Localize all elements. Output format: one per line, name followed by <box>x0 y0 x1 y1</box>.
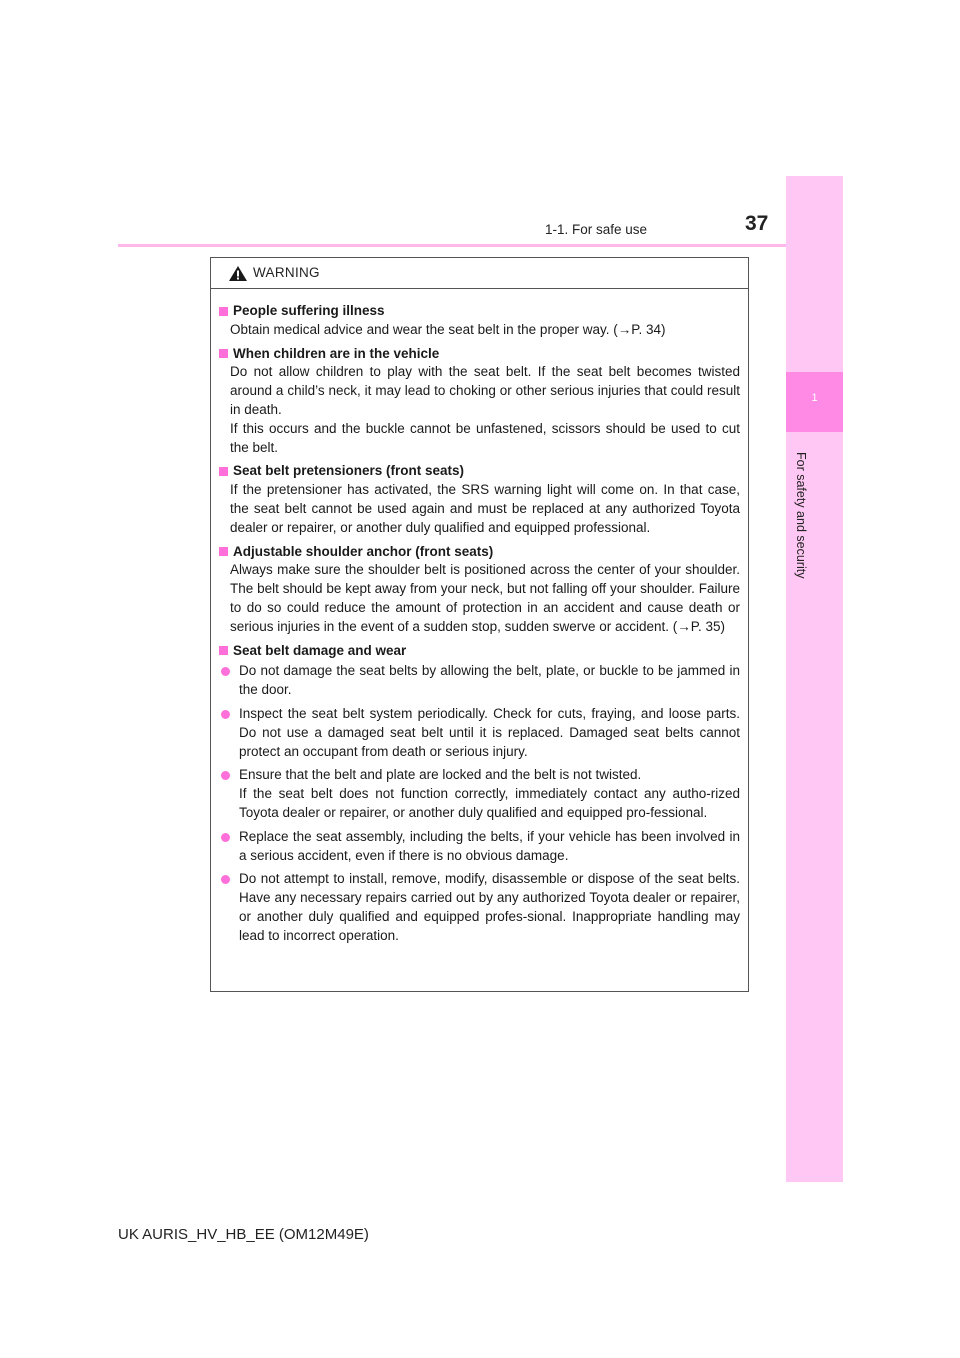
page-number: 37 <box>745 212 769 235</box>
chapter-number: 1 <box>811 392 818 404</box>
item-title: Seat belt pretensioners (front seats) <box>233 463 465 479</box>
warning-content <box>211 289 748 946</box>
section-marker-icon <box>219 467 228 476</box>
warning-item <box>219 543 740 637</box>
item-body: If this occurs and the buckle cannot be unfastened, scissors should be used to cut the belt. <box>230 420 740 455</box>
warning-box <box>210 257 749 992</box>
bullet-text: Do not damage the seat belts by allowing the belt, plate, or buckle to be jammed in the door. <box>239 663 740 698</box>
warning-item <box>219 345 740 458</box>
chapter-label: For safety and security <box>794 452 808 579</box>
bullet-text: Do not attempt to install, remove, modify, disassemble or dispose of the seat belts. Have any necessary repairs carried out by any authorized Toyota dealer or repairer, or another duly qualified and equipped profes-sional. Inappropriate handling may lead to incorrect operation. <box>239 871 740 943</box>
warning-triangle-icon <box>228 265 248 282</box>
warning-header <box>211 258 748 289</box>
item-body: If the pretensioner has activated, the SRS warning light will come on. In that case, the seat belt cannot be used again and must be replaced at any authorized Toyota dealer or repairer, or another duly qualified and equipped professional. <box>230 482 740 535</box>
list-item <box>221 870 740 945</box>
side-tab <box>786 176 843 1182</box>
warning-label: WARNING <box>253 265 320 280</box>
bullet-icon <box>221 710 230 719</box>
item-title: Seat belt damage and wear <box>233 642 407 658</box>
item-title: Adjustable shoulder anchor (front seats) <box>233 543 494 559</box>
bullet-text: Ensure that the belt and plate are locked and the belt is not twisted. <box>239 767 642 783</box>
bullet-text: Replace the seat assembly, including the belts, if your vehicle has been involved in a serious accident, even if there is no obvious damage. <box>239 828 740 863</box>
item-body: Do not allow children to play with the seat belt. If the seat belt becomes twisted around a child’s neck, it may lead to choking or other serious injuries that could result in death. <box>230 364 740 417</box>
bullet-icon <box>221 771 230 780</box>
footer-model-code: UK AURIS_HV_HB_EE (OM12M49E) <box>118 1226 369 1243</box>
section-marker-icon <box>219 646 228 655</box>
bullet-text: Inspect the seat belt system periodically. Check for cuts, fraying, and loose parts. Do not use a damaged seat belt until it is replaced. Damaged seat belts cannot protect an occupant from death or serious injury. <box>239 705 740 759</box>
section-marker-icon <box>219 547 228 556</box>
item-body: Obtain medical advice and wear the seat belt in the proper way. (→P. 34) <box>230 321 666 337</box>
list-item <box>221 828 740 866</box>
list-item <box>221 705 740 761</box>
bullet-icon <box>221 667 230 676</box>
list-item <box>221 766 740 822</box>
chapter-tab <box>786 372 843 432</box>
warning-item <box>219 462 740 537</box>
item-body: Always make sure the shoulder belt is positioned across the center of your shoulder. The belt should be kept away from your neck, but not falling off your shoulder. Failure to do so could reduce the amount of protection in an accident and cause death or serious injuries in the event of a sudden stop, sudden swerve or accident. (→P. 35) <box>230 562 740 634</box>
bullet-icon <box>221 875 230 884</box>
bullet-icon <box>221 833 230 842</box>
list-item <box>221 662 740 700</box>
header-rule <box>118 244 786 247</box>
section-title: 1-1. For safe use <box>545 222 648 237</box>
warning-item <box>219 302 740 340</box>
bullet-text: If the seat belt does not function correctly, immediately contact any autho-rized Toyota dealer or repairer, or another duly qualified and equipped pro-fessional. <box>239 786 740 820</box>
item-title: When children are in the vehicle <box>233 345 440 361</box>
section-marker-icon <box>219 349 228 358</box>
warning-item <box>219 642 740 946</box>
item-title: People suffering illness <box>233 303 385 318</box>
section-marker-icon <box>219 307 228 316</box>
